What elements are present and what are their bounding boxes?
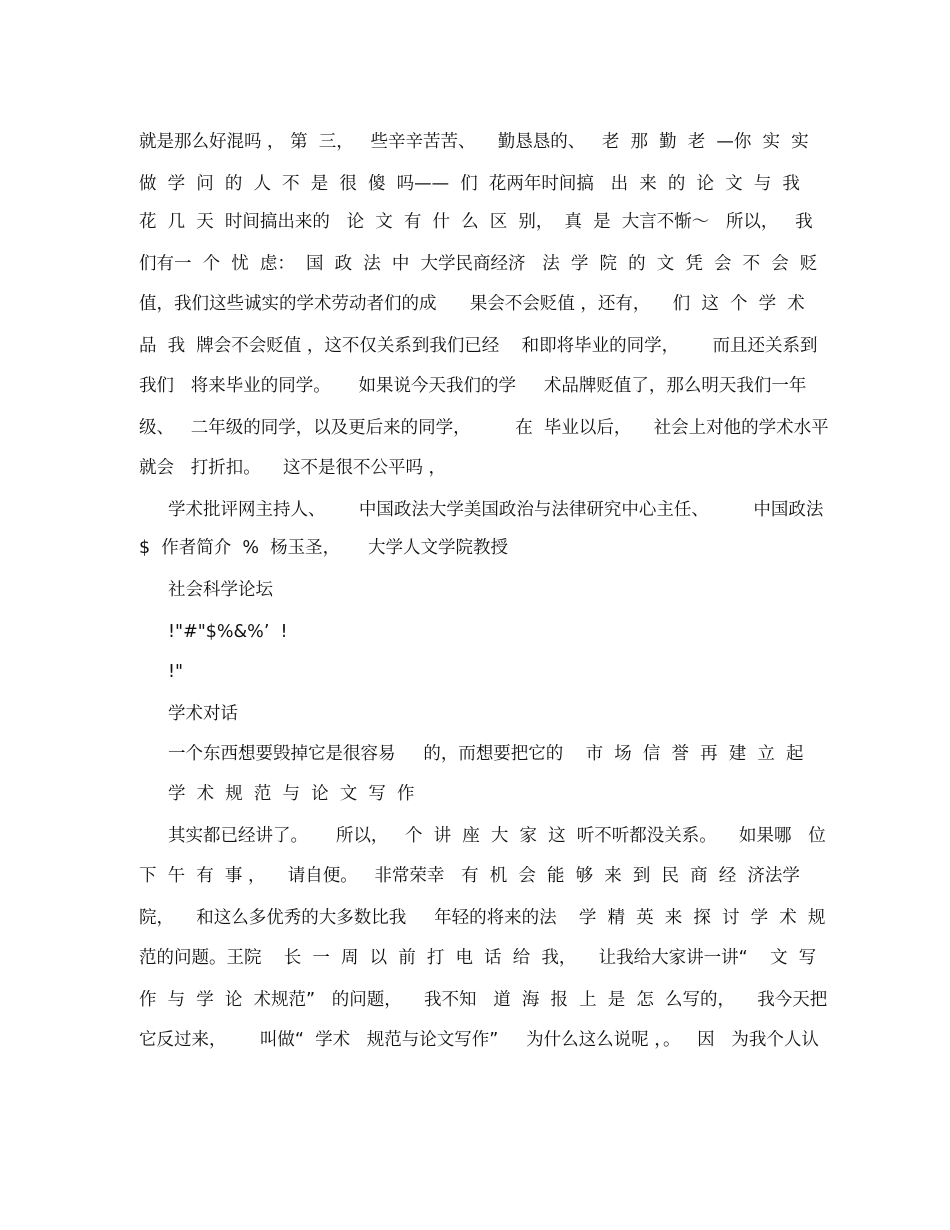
text-line: 花 几 天 时间搞出来的 论 文 有 什 么 区 别， 真 是 大言不惭～ 所以， 我: [139, 212, 813, 232]
text-line: 下 午 有 事 ， 请自便。 非常荣幸 有 机 会 能 够 来 到 民 商 经 济法学: [139, 866, 800, 886]
garbled-code-line: !"#"$%&%’ !: [168, 622, 288, 642]
text-line: 品 我 牌会不会贬值 ，这不仅关系到我们已经 和即将毕业的同学， 而且还关系到: [139, 336, 818, 356]
text-line: 院， 和这么多优秀的大多数比我 年轻的将来的法 学 精 英 来 探 讨 学 术 规: [139, 908, 826, 928]
garbled-code-line: !": [168, 662, 184, 682]
text-line: 值，我们这些诚实的学术劳动者们的成 果会不会贬值 ，还有， 们 这 个 学 术: [139, 294, 805, 314]
text-line: 做 学 问 的 人 不 是 很 傻 吗—— 们 花两年时间搞 出 来 的 论 文 与 我: [139, 174, 800, 194]
text-line: 就是那么好混吗 ， 第 三， 些辛辛苦苦、 勤恳恳的、 老 那 勤 老 —你 实 实: [139, 132, 809, 152]
text-line: 我们 将来毕业的同学。 如果说今天我们的学 术品牌贬值了，那么明天我们一年: [139, 376, 807, 396]
text-line: 们有一 个 忧 虑： 国 政 法 中 大学民商经济 法 学 院 的 文 凭 会 不 会 贬: [139, 254, 818, 274]
author-intro-line: $ 作者简介 % 杨玉圣， 大学人文学院教授: [139, 538, 508, 558]
text-line: 它反过来， 叫做“ 学术 规范与论文写作” 为什么这么说呢 ，。 因 为我个人认: [139, 1030, 819, 1050]
journal-name: 社会科学论坛: [168, 580, 273, 600]
section-heading: 学术对话: [168, 704, 238, 724]
text-line: 其实都已经讲了。 所以， 个 讲 座 大 家 这 听不听都没关系。 如果哪 位: [168, 826, 826, 846]
text-line: 范的问题。王院 长 一 周 以 前 打 电 话 给 我， 让我给大家讲一讲“ 文 写: [139, 948, 817, 968]
text-line: 级、 二年级的同学，以及更后来的同学， 在 毕业以后， 社会上对他的学术水平: [139, 418, 829, 438]
text-line: 一个东西想要毁掉它是很容易 的，而想要把它的 市 场 信 誉 再 建 立 起: [168, 744, 804, 764]
text-line: 就会 打折扣。 这不是很不公平吗 ，: [139, 458, 447, 478]
text-line: 作 与 学 论 术规范” 的问题， 我不知 道 海 报 上 是 怎 么写的， 我今天把: [139, 990, 828, 1010]
article-title: 学 术 规 范 与 论 文 写 作: [168, 784, 415, 804]
author-affiliation-line: 学术批评网主持人、 中国政法大学美国政治与法律研究中心主任、 中国政法: [168, 500, 824, 520]
